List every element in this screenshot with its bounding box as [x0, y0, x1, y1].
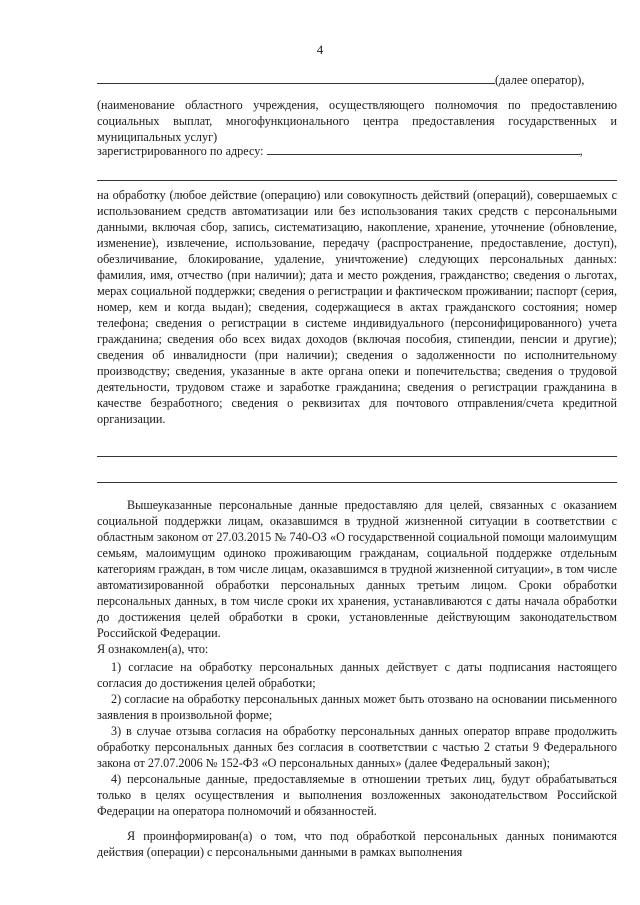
- operator-line: [97, 72, 617, 88]
- acquainted-label: Я ознакомлен(а), что:: [97, 642, 209, 656]
- operator-blank[interactable]: [97, 72, 495, 84]
- acquainted-heading: [97, 641, 617, 657]
- operator-suffix: (далее оператор),: [495, 73, 585, 87]
- processing-paragraph: [97, 187, 617, 427]
- list-item-text: 4) персональные данные, предоставляемые в отношении третьих лиц, будут обрабатываться только в целях осуществления и выполнения возложенных законодательством Российской Федерации на оператора полномочий и обязанностей.: [97, 772, 617, 818]
- list-item: [97, 691, 617, 723]
- blank-line-1[interactable]: [97, 456, 617, 457]
- institution-note: [97, 97, 617, 145]
- page-number: 4: [316, 42, 324, 57]
- list-item-text: 2) согласие на обработку персональных данных может быть отозвано на основании письменного заявления в произвольной форме;: [97, 692, 617, 722]
- purpose-paragraph: [97, 497, 617, 641]
- blank-line-2[interactable]: [97, 482, 617, 483]
- informed-paragraph: [97, 828, 617, 860]
- list-item: [97, 659, 617, 691]
- list-item: [97, 771, 617, 819]
- address-line: [97, 143, 617, 159]
- list-item-text: 1) согласие на обработку персональных данных действует с даты подписания настоящего согласия до достижения целей обработки;: [97, 660, 617, 690]
- list-item: [97, 723, 617, 771]
- purpose-text: Вышеуказанные персональные данные предоставляю для целей, связанных с оказанием социальной поддержки лицам, оказавшимся в трудной жизненной ситуации в соответствии с областным законом от 27.03.2015 № 740-ОЗ «О государственной социальной помощи малоимущим семьям, малоимущим одиноко проживающим гражданам, социальной поддержке отдельным категориям граждан, в том числе лицам, оказавшимся в трудной жизненной ситуации», в том числе автоматизированной обработки персональных данных третьим лицом. Сроки обработки персональных данных, в том числе сроки их хранения, устанавливаются с даты начала обработки до достижения целей обработки в сроки, установленные действующим законодательством Российской Федерации.: [97, 498, 617, 640]
- address-label: зарегистрированного по адресу:: [97, 144, 264, 158]
- acquainted-list: [97, 659, 617, 819]
- list-item-text: 3) в случае отзыва согласия на обработку персональных данных оператор вправе продолжить обработку персональных данных без согласия в соответствии с частью 2 статьи 9 Федерального закона от 27.07.2006 № 152-ФЗ «О персональных данных» (далее Федеральный закон);: [97, 724, 617, 770]
- processing-text: на обработку (любое действие (операцию) или совокупность действий (операций), совершаемых с использованием средств автоматизации или без использования таких средств с персональными данными, включая сбор, запись, систематизацию, накопление, хранение, уточнение (обновление, изменение), извлечение, использование, передачу (распространение, предоставление, доступ), обезличивание, блокирование, удаление, уничтожение) следующих персональных данных: фамилия, имя, отчество (при наличии); дата и место рождения, гражданство; сведения о льготах, мерах социальной поддержки; сведения о регистрации и фактическом проживании; паспорт (серия, номер, кем и когда выдан); сведения, содержащиеся в актах гражданского состояния; номер телефона; сведения о регистрации в системе индивидуального (персонифицированного) учета гражданина; сведения обо всех видах доходов (включая пособия, стипендии, пенсии и другие); сведения об инвалидности (при наличии); сведения о задолженности по исполнительному производству; сведения, указанные в акте органа опеки и попечительства; сведения о трудовой деятельности, трудовом стаже и заработке гражданина; сведения о регистрации гражданина в качестве безработного; сведения о реквизитах для почтового отправления/счета кредитной организации.: [97, 188, 617, 426]
- address-second-line[interactable]: [97, 180, 617, 181]
- informed-text: Я проинформирован(а) о том, что под обработкой персональных данных понимаются действия (операции) с персональными данными в рамках выполнения: [97, 829, 617, 859]
- address-blank[interactable]: [267, 143, 580, 155]
- institution-note-text: (наименование областного учреждения, осуществляющего полномочия по предоставлению социальных выплат, многофункционального центра предоставления государственных и муниципальных услуг): [97, 98, 617, 144]
- address-end: ,: [579, 144, 583, 158]
